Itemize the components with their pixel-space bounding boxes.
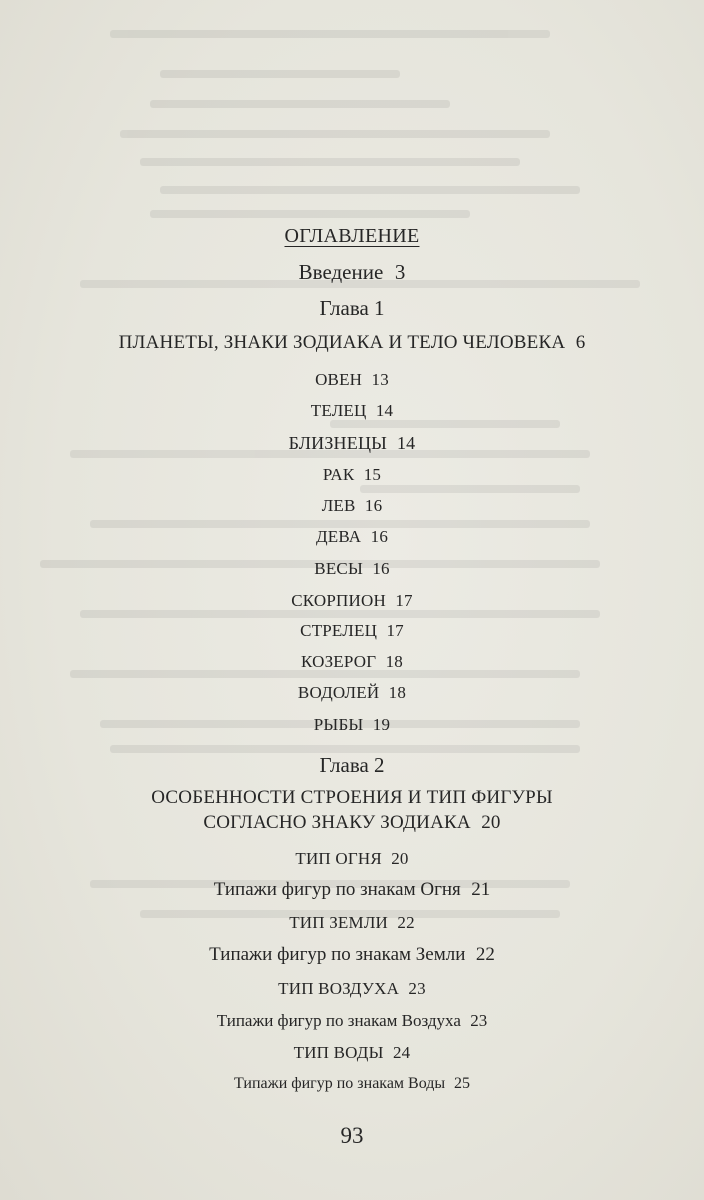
entry-label: СОГЛАСНО ЗНАКУ ЗОДИАКА (203, 812, 471, 833)
toc-entry: ДЕВА 16 (315, 527, 389, 546)
entry-page: 6 (575, 332, 586, 353)
chapter-2-heading-line2 (0, 813, 704, 832)
chapter-2-heading-line1: ОСОБЕННОСТИ СТРОЕНИЯ И ТИП ФИГУРЫ (151, 787, 553, 808)
toc-entry: ВЕСЫ 16 (314, 559, 390, 578)
toc-entry: ОВЕН 13 (315, 370, 389, 389)
toc-entry: ТЕЛЕЦ 14 (310, 401, 394, 420)
chapter-1-label: Глава 1 (319, 296, 385, 320)
toc-entry: ТИП ВОДЫ 24 (293, 1043, 411, 1062)
toc-entry: РАК 15 (322, 465, 382, 484)
entry-label: ПЛАНЕТЫ, ЗНАКИ ЗОДИАКА И ТЕЛО ЧЕЛОВЕКА (118, 332, 566, 353)
entry-page: 3 (394, 260, 406, 284)
toc-title: ОГЛАВЛЕНИЕ (284, 225, 420, 247)
toc-entry: ТИП ОГНЯ 20 (295, 849, 409, 868)
entry-page: 20 (481, 812, 501, 833)
toc-entry-intro (0, 262, 704, 283)
toc-entry: КОЗЕРОГ 18 (300, 652, 403, 671)
page-number: 93 (340, 1123, 364, 1148)
entry-label: Введение (298, 260, 384, 284)
toc-entry: Типажи фигур по знакам Земли 22 (209, 944, 495, 965)
toc-entry: РЫБЫ 19 (313, 715, 391, 734)
toc-entry: СТРЕЛЕЦ 17 (300, 621, 404, 640)
toc-entry: Типажи фигур по знакам Огня 21 (213, 879, 491, 900)
toc-entry: ЛЕВ 16 (321, 496, 383, 515)
chapter-1-heading (0, 333, 704, 352)
toc-entry: ТИП ЗЕМЛИ 22 (289, 913, 415, 932)
toc-entry: СКОРПИОН 17 (291, 591, 413, 610)
toc-entry: Типажи фигур по знакам Воздуха 23 (216, 1011, 488, 1030)
chapter-2-label: Глава 2 (319, 753, 385, 777)
toc-entry: ВОДОЛЕЙ 18 (297, 683, 407, 702)
toc-entry: БЛИЗНЕЦЫ 14 (288, 433, 416, 453)
toc-entry: ТИП ВОЗДУХА 23 (278, 979, 426, 998)
toc-entry: Типажи фигур по знакам Воды 25 (234, 1075, 470, 1092)
